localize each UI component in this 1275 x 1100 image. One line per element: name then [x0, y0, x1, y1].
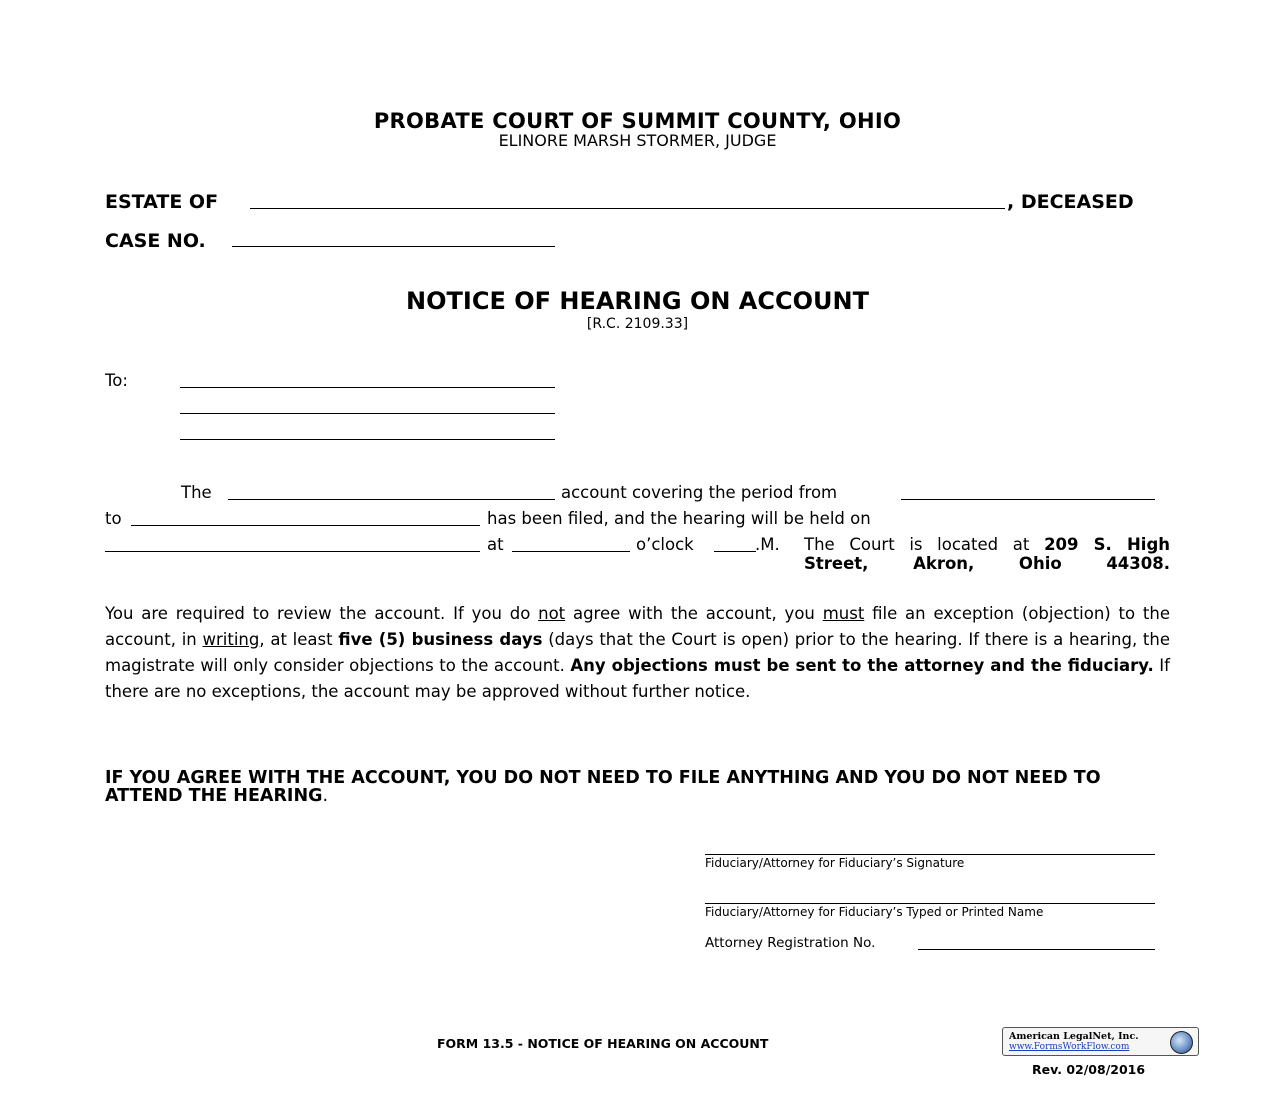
period-from-line[interactable] — [901, 499, 1155, 500]
judge-name: ELINORE MARSH STORMER, JUDGE — [498, 131, 777, 150]
to-label: To: — [105, 371, 128, 390]
signature-label: Fiduciary/Attorney for Fiduciary’s Signature — [705, 856, 965, 870]
court-located-label: The Court is located at — [804, 535, 1030, 554]
deceased-label: , DECEASED — [1007, 191, 1134, 213]
filed-label: has been filed, and the hearing will be held on — [487, 509, 871, 528]
statute-reference: [R.C. 2109.33] — [586, 316, 689, 332]
publisher-logo — [1002, 1027, 1199, 1056]
case-label: CASE NO. — [105, 230, 206, 252]
registration-label: Attorney Registration No. — [705, 935, 876, 951]
instructions-paragraph: You are required to review the account. If you do not agree with the account, you must file an exception (objection) to the account, in writing, at least five (5) business days (days that the Court is open) prior to the hearing. If there is a hearing, the magistrate will only consider objections to the account. Any objections must be sent to the attorney and the fiduciary. If there are no exceptions, the account may be approved without further notice. — [105, 604, 1171, 701]
registration-line[interactable] — [918, 949, 1155, 950]
recipient-line-1[interactable] — [180, 387, 555, 388]
logo-url[interactable]: www.FormsWorkFlow.com — [1009, 1042, 1130, 1052]
recipient-line-2[interactable] — [180, 413, 555, 414]
logo-name: American LegalNet, Inc. — [1009, 1031, 1139, 1042]
recipient-line-3[interactable] — [180, 439, 555, 440]
signature-line[interactable] — [705, 854, 1155, 855]
hearing-time-line[interactable] — [512, 551, 630, 552]
am-pm-line[interactable] — [714, 551, 756, 552]
court-address: 209 S. High Street, Akron, Ohio 44308. — [804, 535, 1171, 573]
hearing-date-line[interactable] — [105, 551, 480, 552]
case-number-line[interactable] — [232, 246, 555, 247]
printed-name-label: Fiduciary/Attorney for Fiduciary’s Typed or Printed Name — [705, 905, 1044, 919]
estate-name-line[interactable] — [250, 208, 1005, 209]
globe-icon — [1170, 1031, 1193, 1054]
at-label: at — [487, 535, 504, 554]
meridiem-label: .M. — [755, 535, 780, 554]
revision-date: Rev. 02/08/2016 — [1032, 1062, 1146, 1077]
estate-label: ESTATE OF — [105, 191, 219, 213]
the-label: The — [181, 483, 212, 502]
form-number: FORM 13.5 - NOTICE OF HEARING ON ACCOUNT — [437, 1036, 769, 1051]
notice-title: NOTICE OF HEARING ON ACCOUNT — [406, 287, 869, 315]
printed-name-line[interactable] — [705, 903, 1155, 904]
period-to-line[interactable] — [131, 525, 480, 526]
court-name: PROBATE COURT OF SUMMIT COUNTY, OHIO — [373, 109, 902, 133]
oclock-label: o’clock — [636, 535, 694, 554]
to-period-label: to — [105, 509, 122, 528]
agree-notice: IF YOU AGREE WITH THE ACCOUNT, YOU DO NOT NEED TO FILE ANYTHING AND YOU DO NOT NEED TO ATTEND THE HEARING. — [105, 768, 1101, 806]
account-period-label: account covering the period from — [561, 483, 838, 502]
account-type-line[interactable] — [228, 499, 555, 500]
